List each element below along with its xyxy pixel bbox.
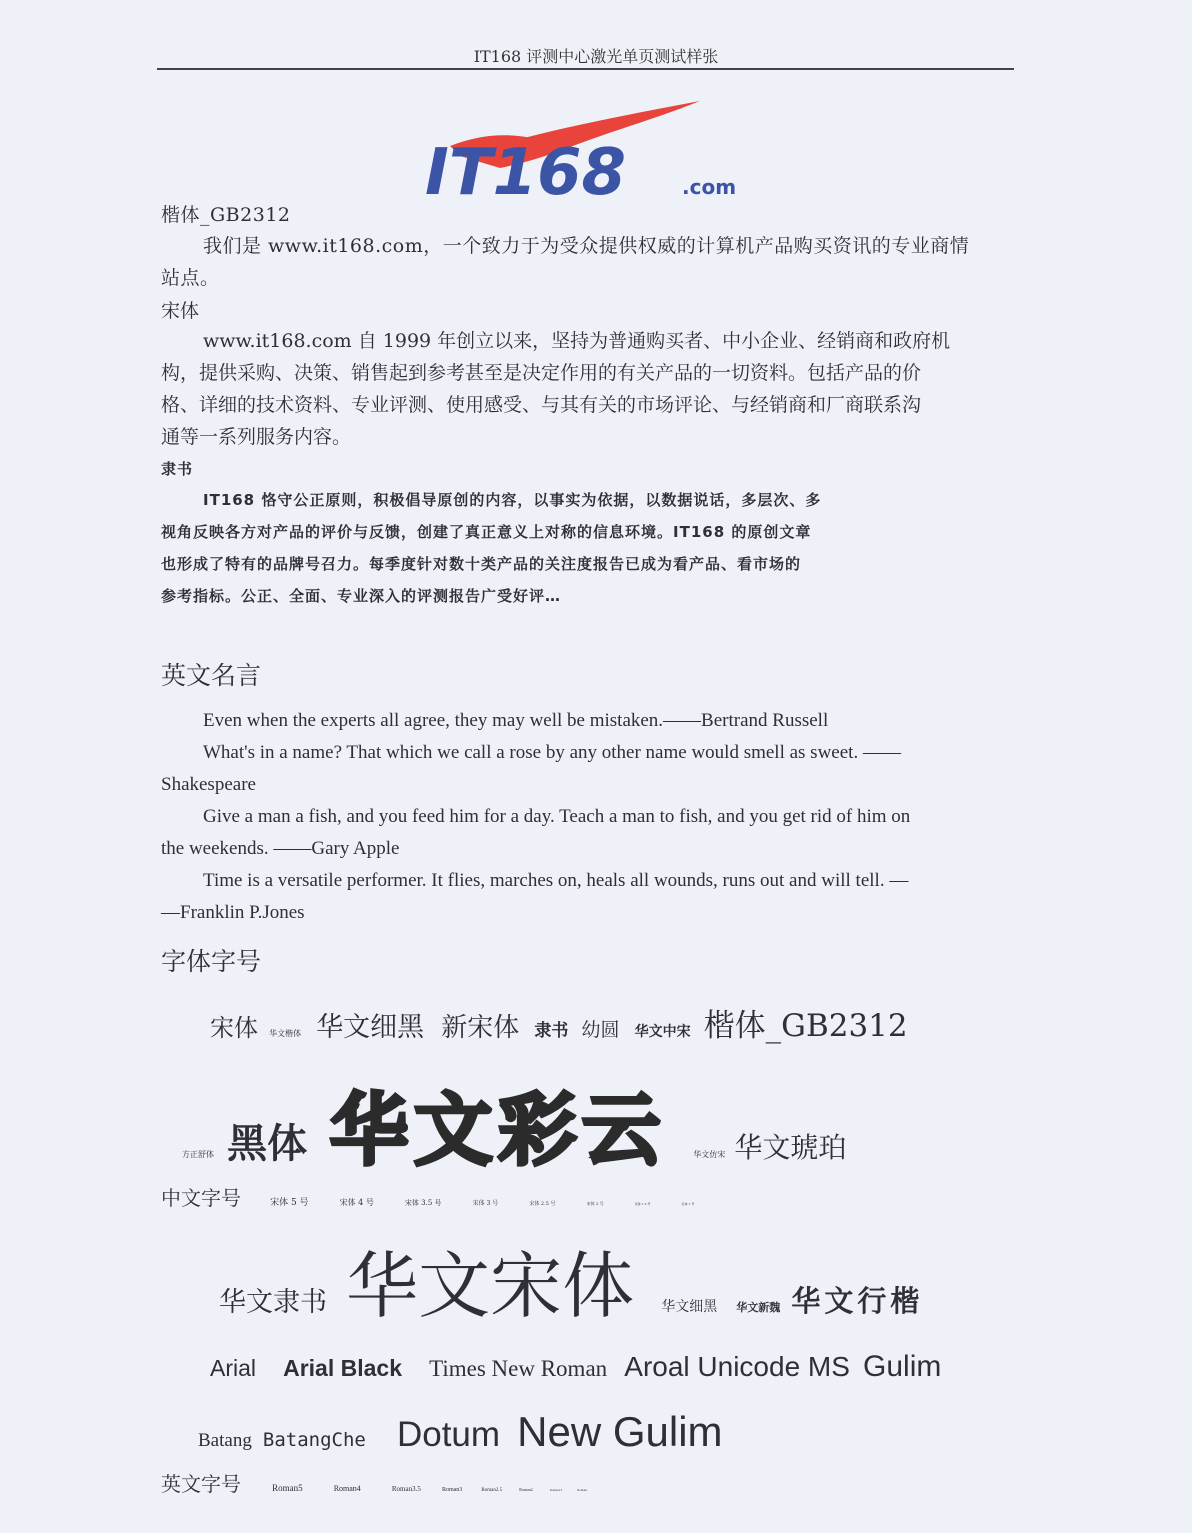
font-sample: 华文宋体 [346, 1247, 635, 1327]
songti-line: 格、详细的技术资料、专业评测、使用感受、与其有关的市场评论、与经销商和厂商联系沟 [161, 394, 922, 416]
quote-line: What's in a name? That which we call a rose by any other name would smell as sweet. —— [203, 742, 901, 763]
lishu-line: 也形成了特有的品牌号召力。每季度针对数十类产品的关注度报告已成为看产品、看市场的 [161, 555, 802, 573]
size-sample: 宋体 3.5 号 [404, 1199, 442, 1207]
font-sample: 华文细黑 [316, 1012, 425, 1042]
font-sample-row-1 [210, 1000, 908, 1045]
size-sample: Roman5 [272, 1483, 303, 1493]
font-sample: 华文楷体 [269, 1029, 302, 1038]
kaiti-paragraph [161, 230, 1011, 294]
size-sample: 宋体 5 号 [270, 1198, 309, 1208]
size-sample: 宋体 1 号 [681, 1202, 695, 1206]
font-sample-row-2 [182, 1068, 846, 1180]
size-sample: 宋体 2 号 [586, 1201, 604, 1206]
font-sample: 新宋体 [441, 1013, 520, 1043]
logo-suffix-text: .com [682, 175, 737, 199]
font-sample: 幼圆 [581, 1020, 620, 1041]
page-header-title: IT168 评测中心激光单页测试样张 [473, 47, 719, 66]
size-sample: Roman4 [333, 1484, 361, 1493]
font-sample: 方正舒体 [182, 1150, 214, 1159]
size-sample: 宋体 4 号 [339, 1198, 374, 1207]
quotes-block [161, 705, 1011, 929]
it168-logo [420, 96, 760, 206]
font-sample: BatangChe [262, 1429, 366, 1451]
songti-line: 通等一系列服务内容。 [161, 426, 352, 448]
font-sample: 楷体_GB2312 [703, 1008, 908, 1044]
size-sample: Roman1 [577, 1488, 588, 1492]
fonts-heading: 字体字号 [161, 947, 262, 976]
lishu-label: 隶书 [161, 460, 194, 478]
lishu-line: 参考指标。公正、全面、专业深入的评测报告广受好评… [161, 587, 562, 605]
font-sample: 华文隶书 [219, 1287, 327, 1318]
quotes-heading: 英文名言 [161, 661, 262, 690]
songti-line: 构，提供采购、决策、销售起到参考甚至是决定作用的有关产品的一切资料。包括产品的价 [161, 362, 922, 384]
font-sample: Aroal Unicode MS [624, 1351, 850, 1382]
font-sample: 华文细黑 [661, 1298, 718, 1314]
header-rule [157, 68, 1014, 70]
font-sample: Gulim [863, 1350, 942, 1383]
font-sample: Batang [198, 1430, 252, 1451]
quote-line: Time is a versatile performer. It flies, marches on, heals all wounds, runs out and will tell. — [203, 870, 909, 891]
size-sample: 宋体 2.5 号 [529, 1201, 556, 1207]
size-sample: Roman2 [519, 1487, 533, 1492]
kaiti-label: 楷体_GB2312 [161, 204, 291, 226]
chinese-size-row [161, 1182, 694, 1211]
size-sample: 宋体 1.5 号 [634, 1202, 651, 1206]
font-sample: 华文新魏 [736, 1301, 781, 1314]
size-sample: Roman3 [441, 1487, 463, 1493]
quote-line: Even when the experts all agree, they may well be mistaken.——Bertrand Russell [203, 710, 829, 731]
font-sample: 华文琥珀 [734, 1131, 847, 1164]
kaiti-line: 站点。 [161, 267, 220, 289]
lishu-paragraph [161, 484, 1011, 612]
quote-line: —Franklin P.Jones [161, 902, 305, 923]
english-size-label: 英文字号 [161, 1472, 241, 1496]
font-sample: Arial [210, 1355, 257, 1381]
songti-label: 宋体 [161, 300, 200, 322]
font-sample: Dotum [396, 1415, 501, 1454]
it168-logo-graphic [420, 96, 760, 206]
font-sample: Arial Black [283, 1355, 403, 1381]
font-sample: 华文中宋 [634, 1024, 691, 1040]
size-sample: Roman3.5 [391, 1485, 421, 1493]
lishu-line: 视角反映各方对产品的评价与反馈，创建了真正意义上对称的信息环境。IT168 的原创文章 [161, 523, 812, 541]
size-sample: Roman1.5 [549, 1488, 563, 1492]
font-sample: 华文彩云 [330, 1086, 667, 1176]
size-sample: 宋体 3 号 [472, 1200, 499, 1207]
logo-main-text: IT168 [425, 136, 627, 206]
quote-line: the weekends. ——Gary Apple [161, 838, 400, 859]
songti-line: www.it168.com 自 1999 年创立以来，坚持为普通购买者、中小企业、经销商和政府机 [203, 330, 951, 352]
lishu-line: IT168 恪守公正原则，积极倡导原创的内容，以事实为依据，以数据说话，多层次、多 [203, 491, 822, 509]
font-sample: 宋体 [210, 1014, 258, 1042]
font-sample: 黑体 [227, 1122, 308, 1166]
font-sample: New Gulim [517, 1408, 723, 1455]
songti-paragraph [161, 325, 1011, 453]
kaiti-line: 我们是 www.it168.com，一个致力于为受众提供权威的计算机产品购买资讯的专业商情 [203, 235, 970, 257]
font-sample: 华文仿宋 [693, 1150, 726, 1159]
font-sample-row-5 [198, 1408, 723, 1456]
font-sample-row-3 [219, 1228, 923, 1332]
chinese-size-label: 中文字号 [161, 1186, 241, 1210]
font-sample-row-4 [210, 1350, 941, 1384]
quote-line: Give a man a fish, and you feed him for a day. Teach a man to fish, and you get rid of him on [203, 806, 911, 827]
quote-line: Shakespeare [161, 774, 256, 795]
size-sample: Roman2.5 [481, 1488, 503, 1493]
font-sample: 华文行楷 [791, 1284, 924, 1318]
font-sample: 隶书 [534, 1021, 569, 1041]
english-size-row [161, 1468, 588, 1497]
font-sample: Times New Roman [429, 1356, 608, 1381]
